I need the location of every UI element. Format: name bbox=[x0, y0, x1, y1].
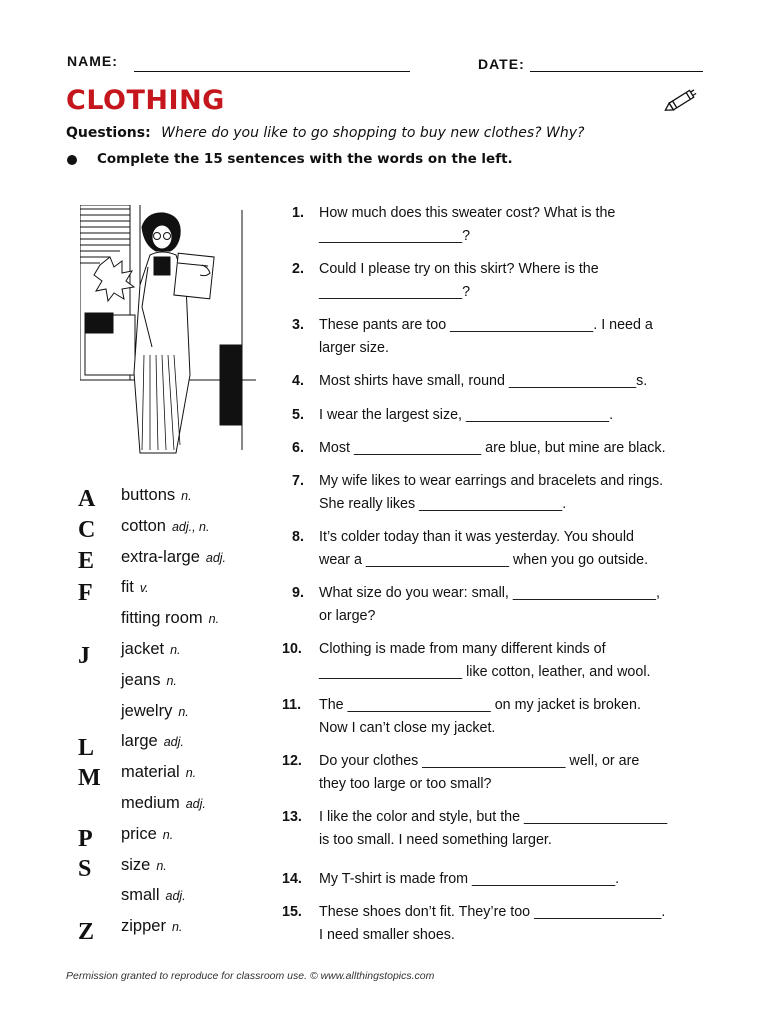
sentence-item bbox=[282, 314, 682, 360]
sentence-number: 11. bbox=[282, 697, 302, 713]
sentence-item bbox=[282, 901, 682, 947]
part-of-speech: adj. bbox=[205, 550, 227, 565]
index-letter: Z bbox=[78, 919, 95, 945]
name-label: NAME: bbox=[67, 53, 118, 69]
sentence-number: 4. bbox=[292, 373, 304, 389]
sentence-line: is too small. I need something larger. bbox=[319, 832, 552, 848]
part-of-speech: n. bbox=[162, 827, 174, 842]
word: jeans bbox=[121, 670, 161, 689]
sentence-line: Most shirts have small, round ________________s. bbox=[319, 373, 648, 389]
sentence-number: 15. bbox=[282, 904, 302, 920]
questions-label: Questions: bbox=[66, 125, 151, 141]
sentence-item bbox=[282, 437, 682, 460]
sentence-number: 10. bbox=[282, 641, 302, 657]
word: buttons bbox=[121, 486, 176, 504]
word: cotton bbox=[121, 516, 166, 535]
word: price bbox=[121, 824, 157, 843]
sentence-item bbox=[282, 582, 682, 628]
sentence-number: 13. bbox=[282, 809, 302, 825]
word: medium bbox=[121, 794, 180, 812]
index-letter: A bbox=[78, 486, 96, 512]
word: fit bbox=[121, 578, 134, 597]
word: jewelry bbox=[121, 701, 173, 720]
woman-illustration bbox=[80, 205, 256, 455]
index-letter: E bbox=[78, 548, 95, 574]
sentence-line: Do your clothes __________________ well, or are bbox=[319, 753, 640, 769]
date-label: DATE: bbox=[478, 56, 525, 72]
questions bbox=[66, 125, 584, 141]
index-letter: F bbox=[78, 580, 93, 606]
sentence-number: 2. bbox=[292, 261, 304, 277]
sentence-number: 5. bbox=[292, 407, 304, 423]
word-list-item bbox=[121, 794, 206, 813]
part-of-speech: n. bbox=[181, 489, 192, 503]
sentence-line: or large? bbox=[319, 608, 376, 624]
part-of-speech: n. bbox=[178, 704, 189, 719]
index-letter: C bbox=[78, 517, 96, 543]
index-letter: J bbox=[78, 643, 90, 669]
sentence-line: Now I can’t close my jacket. bbox=[319, 720, 496, 736]
word-list-item bbox=[121, 825, 173, 844]
part-of-speech: n. bbox=[171, 920, 183, 935]
instruction: Complete the 15 sentences with the words on the left. bbox=[97, 151, 513, 167]
part-of-speech: n. bbox=[156, 858, 167, 873]
sentence-item bbox=[282, 806, 682, 852]
sentence-line: These pants are too __________________. I need a bbox=[319, 317, 653, 333]
part-of-speech: v. bbox=[139, 581, 149, 596]
index-letter: M bbox=[78, 765, 101, 791]
part-of-speech: n. bbox=[170, 643, 181, 657]
index-letter: P bbox=[78, 826, 93, 852]
sentence-number: 12. bbox=[282, 753, 302, 769]
sentence-line: Most ________________ are blue, but mine are black. bbox=[319, 440, 666, 456]
word-list-item bbox=[121, 609, 219, 628]
bullet-icon bbox=[67, 155, 77, 165]
footer-permission: Permission granted to reproduce for classroom use. © www.allthingstopics.com bbox=[66, 970, 435, 982]
sentence-item bbox=[282, 868, 682, 891]
sentence-number: 8. bbox=[292, 529, 304, 545]
word: jacket bbox=[121, 640, 165, 658]
sentence-line: __________________? bbox=[319, 228, 471, 244]
date-field[interactable] bbox=[530, 71, 703, 72]
sentence-line: Could I please try on this skirt? Where is the bbox=[319, 261, 599, 277]
word: size bbox=[121, 855, 151, 874]
sentence-line: __________________? bbox=[319, 284, 471, 300]
word: material bbox=[121, 763, 180, 782]
sentence-line: I need smaller shoes. bbox=[319, 927, 455, 943]
part-of-speech: n. bbox=[185, 766, 197, 781]
word-list-item bbox=[121, 856, 167, 875]
sentence-item bbox=[282, 526, 682, 572]
word-list-item bbox=[121, 548, 226, 567]
word: zipper bbox=[121, 917, 166, 936]
word-list-item bbox=[121, 702, 189, 721]
sentence-line: These shoes don’t fit. They’re too ________________. bbox=[319, 904, 666, 920]
index-letter: L bbox=[78, 735, 95, 761]
part-of-speech: adj., n. bbox=[171, 519, 210, 534]
sentence-item bbox=[282, 202, 682, 248]
sentence-item bbox=[282, 258, 682, 304]
part-of-speech: adj. bbox=[165, 889, 186, 904]
sentence-line: She really likes __________________. bbox=[319, 496, 567, 512]
sentence-line: My wife likes to wear earrings and bracelets and rings. bbox=[319, 473, 664, 489]
word: small bbox=[121, 886, 160, 905]
part-of-speech: adj. bbox=[185, 797, 206, 811]
name-field[interactable] bbox=[134, 71, 410, 72]
sentence-line: My T-shirt is made from __________________. bbox=[319, 871, 620, 887]
sentence-line: Clothing is made from many different kinds of bbox=[319, 641, 606, 657]
sentence-line: they too large or too small? bbox=[319, 776, 492, 792]
sentence-number: 14. bbox=[282, 871, 302, 887]
word-list-item bbox=[121, 763, 196, 782]
sentence-item bbox=[282, 370, 682, 393]
sentence-line: wear a __________________ when you go outside. bbox=[319, 552, 649, 568]
word-list-item bbox=[121, 578, 149, 597]
sentence-line: How much does this sweater cost? What is the bbox=[319, 205, 616, 221]
sentence-line: It’s colder today than it was yesterday. You should bbox=[319, 529, 634, 545]
part-of-speech: n. bbox=[208, 612, 220, 627]
questions-text: Where do you like to go shopping to buy new clothes? Why? bbox=[161, 125, 585, 141]
sentence-line: I like the color and style, but the __________________ bbox=[319, 809, 668, 825]
sentence-number: 7. bbox=[292, 473, 304, 489]
sentence-line: What size do you wear: small, __________________, bbox=[319, 585, 660, 601]
word-list-item bbox=[121, 886, 186, 905]
part-of-speech: adj. bbox=[163, 735, 184, 750]
sentence-item bbox=[282, 694, 682, 740]
word-list-item bbox=[121, 486, 192, 505]
sentence-item bbox=[282, 470, 682, 516]
sentence-line: larger size. bbox=[319, 340, 389, 356]
word-list-item bbox=[121, 917, 182, 936]
sentence-line: __________________ like cotton, leather, and wool. bbox=[319, 664, 651, 680]
word-list-item bbox=[121, 732, 184, 751]
sentence-item bbox=[282, 404, 682, 427]
sentence-item bbox=[282, 638, 682, 684]
pencil-icon bbox=[662, 86, 702, 116]
sentence-number: 6. bbox=[292, 440, 304, 456]
sentence-item bbox=[282, 750, 682, 796]
sentence-number: 1. bbox=[292, 205, 304, 221]
sentence-number: 3. bbox=[292, 317, 304, 333]
word-list-item bbox=[121, 671, 177, 690]
index-letter: S bbox=[78, 856, 92, 882]
part-of-speech: n. bbox=[166, 673, 177, 688]
page-title: CLOTHING bbox=[66, 85, 225, 116]
word-list-item bbox=[121, 640, 181, 659]
sentence-line: The __________________ on my jacket is broken. bbox=[319, 697, 641, 713]
sentence-line: I wear the largest size, __________________. bbox=[319, 407, 614, 423]
sentence-number: 9. bbox=[292, 585, 304, 601]
word-list-item bbox=[121, 517, 209, 536]
word: extra-large bbox=[121, 547, 200, 566]
word: fitting room bbox=[121, 609, 203, 628]
word: large bbox=[121, 732, 158, 751]
